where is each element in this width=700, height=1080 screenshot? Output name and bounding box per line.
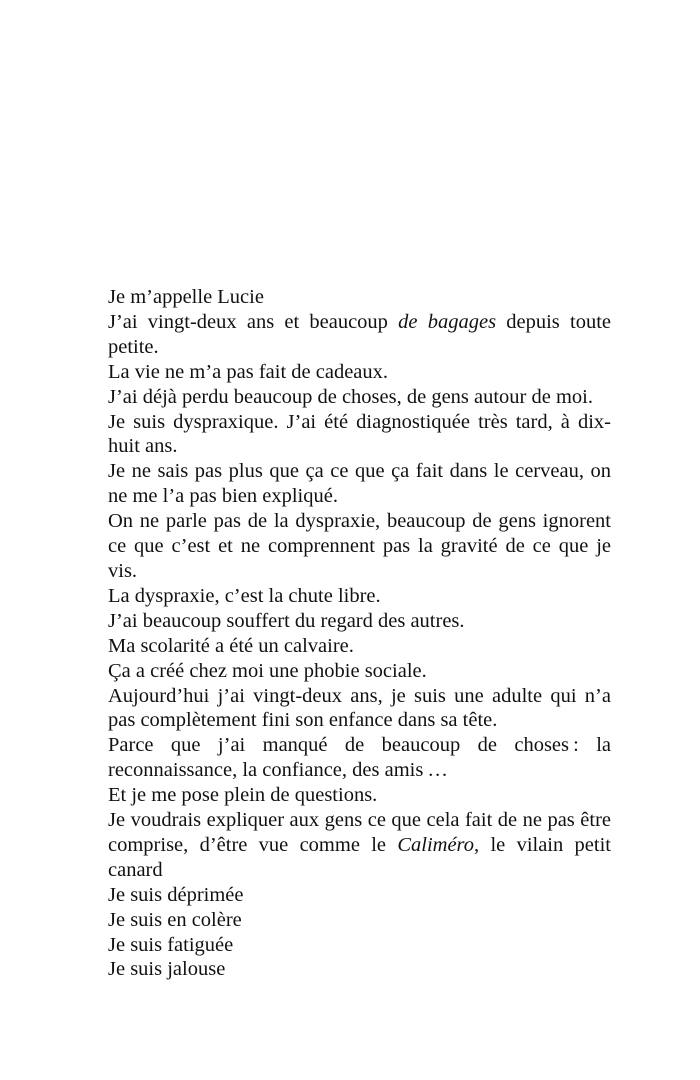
text-run: J’ai beaucoup souffert du regard des autres. (108, 609, 465, 632)
paragraph (108, 634, 611, 659)
text-run: J’ai vingt-deux ans et beaucoup (108, 310, 399, 333)
text-run: Je voudrais expliquer aux gens ce que cela fait de ne pas être comprise, d’être vue comme le (108, 809, 611, 856)
paragraph (108, 684, 611, 734)
text-run: Ma scolarité a été un calvaire. (108, 634, 354, 657)
text-run: Et je me pose plein de questions. (108, 784, 378, 807)
text-run: Je m’appelle Lucie (108, 286, 264, 308)
paragraph (108, 883, 611, 908)
text-run: Je suis jalouse (108, 958, 226, 981)
text-run: J’ai déjà perdu beaucoup de choses, de gens autour de moi. (108, 385, 594, 408)
paragraph (108, 609, 611, 634)
paragraph (108, 733, 611, 783)
text-run: On ne parle pas de la dyspraxie, beaucoup de gens ignorent ce que c’est et ne comprennent pas la gravité de ce que je vis. (108, 510, 611, 582)
text-run: La vie ne m’a pas fait de cadeaux. (108, 360, 389, 383)
text-run: Je suis déprimée (108, 883, 244, 906)
text-run: Je suis fatiguée (108, 933, 234, 956)
italic-phrase: Caliméro (397, 833, 475, 856)
text-run: La dyspraxie, c’est la chute libre. (108, 584, 381, 607)
body-text (108, 285, 611, 982)
paragraph (108, 957, 611, 982)
text-run: depuis toute petite. (108, 310, 611, 358)
text-run: Je suis en colère (108, 908, 242, 931)
text-run: Ça a créé chez moi une phobie sociale. (108, 659, 427, 682)
paragraph (108, 459, 611, 509)
text-run: Je suis dyspraxique. J’ai été diagnostiquée très tard, à dix-huit ans. (108, 410, 611, 458)
paragraph (108, 310, 611, 360)
italic-phrase: de bagages (398, 310, 497, 333)
paragraph (108, 783, 611, 808)
paragraph (108, 933, 611, 958)
text-run: Aujourd’hui j’ai vingt-deux ans, je suis une adulte qui n’a pas complètement fini son enfance dans sa tête. (108, 684, 611, 732)
paragraph (108, 908, 611, 933)
paragraph (108, 584, 611, 609)
paragraph (108, 410, 611, 460)
text-run: Je ne sais pas plus que ça ce que ça fait dans le cerveau, on ne me l’a pas bien expliqué. (108, 460, 611, 508)
paragraph (108, 285, 611, 310)
paragraph (108, 360, 611, 385)
text-run: , le vilain petit canard (108, 833, 611, 881)
paragraph (108, 808, 611, 883)
paragraph (108, 385, 611, 410)
text-run: Parce que j’ai manqué de beaucoup de choses : la reconnaissance, la confiance, des amis … (108, 734, 611, 782)
paragraph (108, 659, 611, 684)
paragraph (108, 509, 611, 584)
